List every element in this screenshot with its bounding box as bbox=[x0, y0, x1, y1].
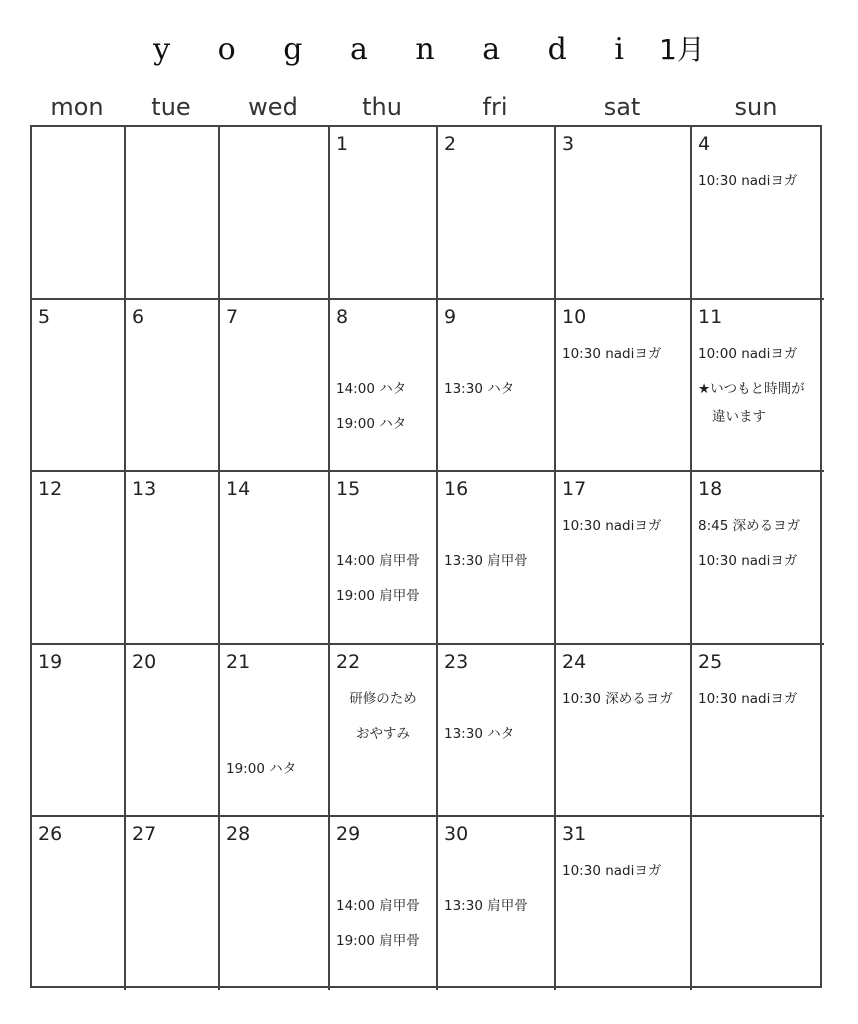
day-number: 1 bbox=[336, 133, 349, 155]
day-cell-5 bbox=[32, 300, 126, 473]
day-cell-23 bbox=[438, 645, 556, 818]
day-number: 19 bbox=[38, 650, 63, 673]
event-text: 10:00 nadiヨガ bbox=[698, 345, 798, 362]
event-text: 10:30 深めるヨガ bbox=[562, 690, 673, 707]
event-text: 13:30 肩甲骨 bbox=[444, 898, 528, 915]
day-number: 28 bbox=[226, 823, 251, 846]
day-cell-30 bbox=[438, 817, 556, 990]
day-number: 24 bbox=[562, 650, 587, 673]
weekday-sun: sun bbox=[734, 93, 778, 121]
day-number: 2 bbox=[444, 133, 457, 155]
day-number: 4 bbox=[698, 133, 711, 155]
day-cell-17 bbox=[556, 472, 692, 645]
day-number: 31 bbox=[562, 823, 587, 846]
event-text: 14:00 肩甲骨 bbox=[336, 553, 420, 570]
day-cell-13 bbox=[126, 472, 220, 645]
event-text: おやすみ bbox=[356, 725, 410, 742]
day-cell-7 bbox=[220, 300, 330, 473]
day-number: 16 bbox=[444, 478, 469, 501]
day-cell-27 bbox=[126, 817, 220, 990]
day-number: 14 bbox=[226, 478, 251, 501]
event-text: 19:00 肩甲骨 bbox=[336, 933, 420, 950]
event-text: 8:45 深めるヨガ bbox=[698, 518, 801, 535]
day-number: 9 bbox=[444, 305, 457, 328]
event-text: 14:00 ハタ bbox=[336, 380, 407, 397]
event-text: 10:30 nadiヨガ bbox=[562, 863, 662, 880]
day-cell-25 bbox=[692, 645, 824, 818]
event-text: 10:30 nadiヨガ bbox=[562, 345, 662, 362]
empty-cell bbox=[220, 127, 330, 300]
day-cell-15 bbox=[330, 472, 438, 645]
day-number: 7 bbox=[226, 305, 239, 328]
day-number: 18 bbox=[698, 478, 723, 501]
day-cell-28 bbox=[220, 817, 330, 990]
day-cell-18 bbox=[692, 472, 824, 645]
event-text: 19:00 ハタ bbox=[226, 760, 297, 777]
page-title-name: y o g a n a d i bbox=[153, 32, 644, 67]
day-cell-10 bbox=[556, 300, 692, 473]
day-cell-22 bbox=[330, 645, 438, 818]
event-text: 10:30 nadiヨガ bbox=[698, 553, 798, 570]
day-number: 20 bbox=[132, 650, 157, 673]
event-text: 10:30 nadiヨガ bbox=[562, 518, 662, 535]
day-cell-20 bbox=[126, 645, 220, 818]
day-cell-16 bbox=[438, 472, 556, 645]
day-cell-26 bbox=[32, 817, 126, 990]
day-number: 15 bbox=[336, 478, 361, 501]
day-cell-2 bbox=[438, 127, 556, 300]
day-cell-12 bbox=[32, 472, 126, 645]
day-cell-3 bbox=[556, 127, 692, 300]
day-number: 8 bbox=[336, 305, 349, 328]
page-title-month: 1月 bbox=[659, 33, 705, 66]
day-cell-6 bbox=[126, 300, 220, 473]
day-number: 12 bbox=[38, 478, 63, 501]
event-text: 13:30 ハタ bbox=[444, 380, 515, 397]
day-number: 17 bbox=[562, 478, 587, 501]
weekday-sat: sat bbox=[603, 93, 641, 121]
event-text: 19:00 ハタ bbox=[336, 415, 407, 432]
weekday-mon: mon bbox=[50, 93, 104, 121]
event-text: ★いつもと時間が bbox=[698, 380, 805, 397]
day-number: 3 bbox=[562, 133, 575, 155]
event-text: 10:30 nadiヨガ bbox=[698, 690, 798, 707]
weekday-tue: tue bbox=[151, 93, 191, 121]
day-cell-24 bbox=[556, 645, 692, 818]
calendar-grid bbox=[30, 125, 822, 988]
weekday-thu: thu bbox=[362, 93, 402, 121]
day-cell-31 bbox=[556, 817, 692, 990]
day-number: 21 bbox=[226, 650, 251, 673]
day-cell-9 bbox=[438, 300, 556, 473]
empty-cell bbox=[32, 127, 126, 300]
event-text: 13:30 肩甲骨 bbox=[444, 553, 528, 570]
day-number: 25 bbox=[698, 650, 723, 673]
weekday-wed: wed bbox=[248, 93, 298, 121]
weekday-fri: fri bbox=[482, 93, 508, 121]
day-number: 11 bbox=[698, 305, 723, 328]
event-text: 研修のため bbox=[349, 690, 417, 707]
day-cell-14 bbox=[220, 472, 330, 645]
event-text: 13:30 ハタ bbox=[444, 725, 515, 742]
day-number: 23 bbox=[444, 650, 469, 673]
day-cell-21 bbox=[220, 645, 330, 818]
empty-cell bbox=[692, 817, 824, 990]
day-cell-4 bbox=[692, 127, 824, 300]
day-cell-29 bbox=[330, 817, 438, 990]
day-cell-11 bbox=[692, 300, 824, 473]
event-text: 10:30 nadiヨガ bbox=[698, 173, 798, 189]
day-number: 13 bbox=[132, 478, 157, 501]
day-number: 26 bbox=[38, 823, 63, 846]
event-text: 違います bbox=[712, 408, 766, 425]
empty-cell bbox=[126, 127, 220, 300]
day-number: 6 bbox=[132, 305, 145, 328]
day-number: 29 bbox=[336, 823, 361, 846]
day-number: 5 bbox=[38, 305, 51, 328]
day-cell-19 bbox=[32, 645, 126, 818]
event-text: 14:00 肩甲骨 bbox=[336, 898, 420, 915]
page-title bbox=[0, 28, 858, 68]
event-text: 19:00 肩甲骨 bbox=[336, 588, 420, 605]
day-number: 30 bbox=[444, 823, 469, 846]
day-cell-1 bbox=[330, 127, 438, 300]
day-number: 22 bbox=[336, 650, 361, 673]
day-number: 27 bbox=[132, 823, 157, 846]
day-cell-8 bbox=[330, 300, 438, 473]
day-number: 10 bbox=[562, 305, 587, 328]
